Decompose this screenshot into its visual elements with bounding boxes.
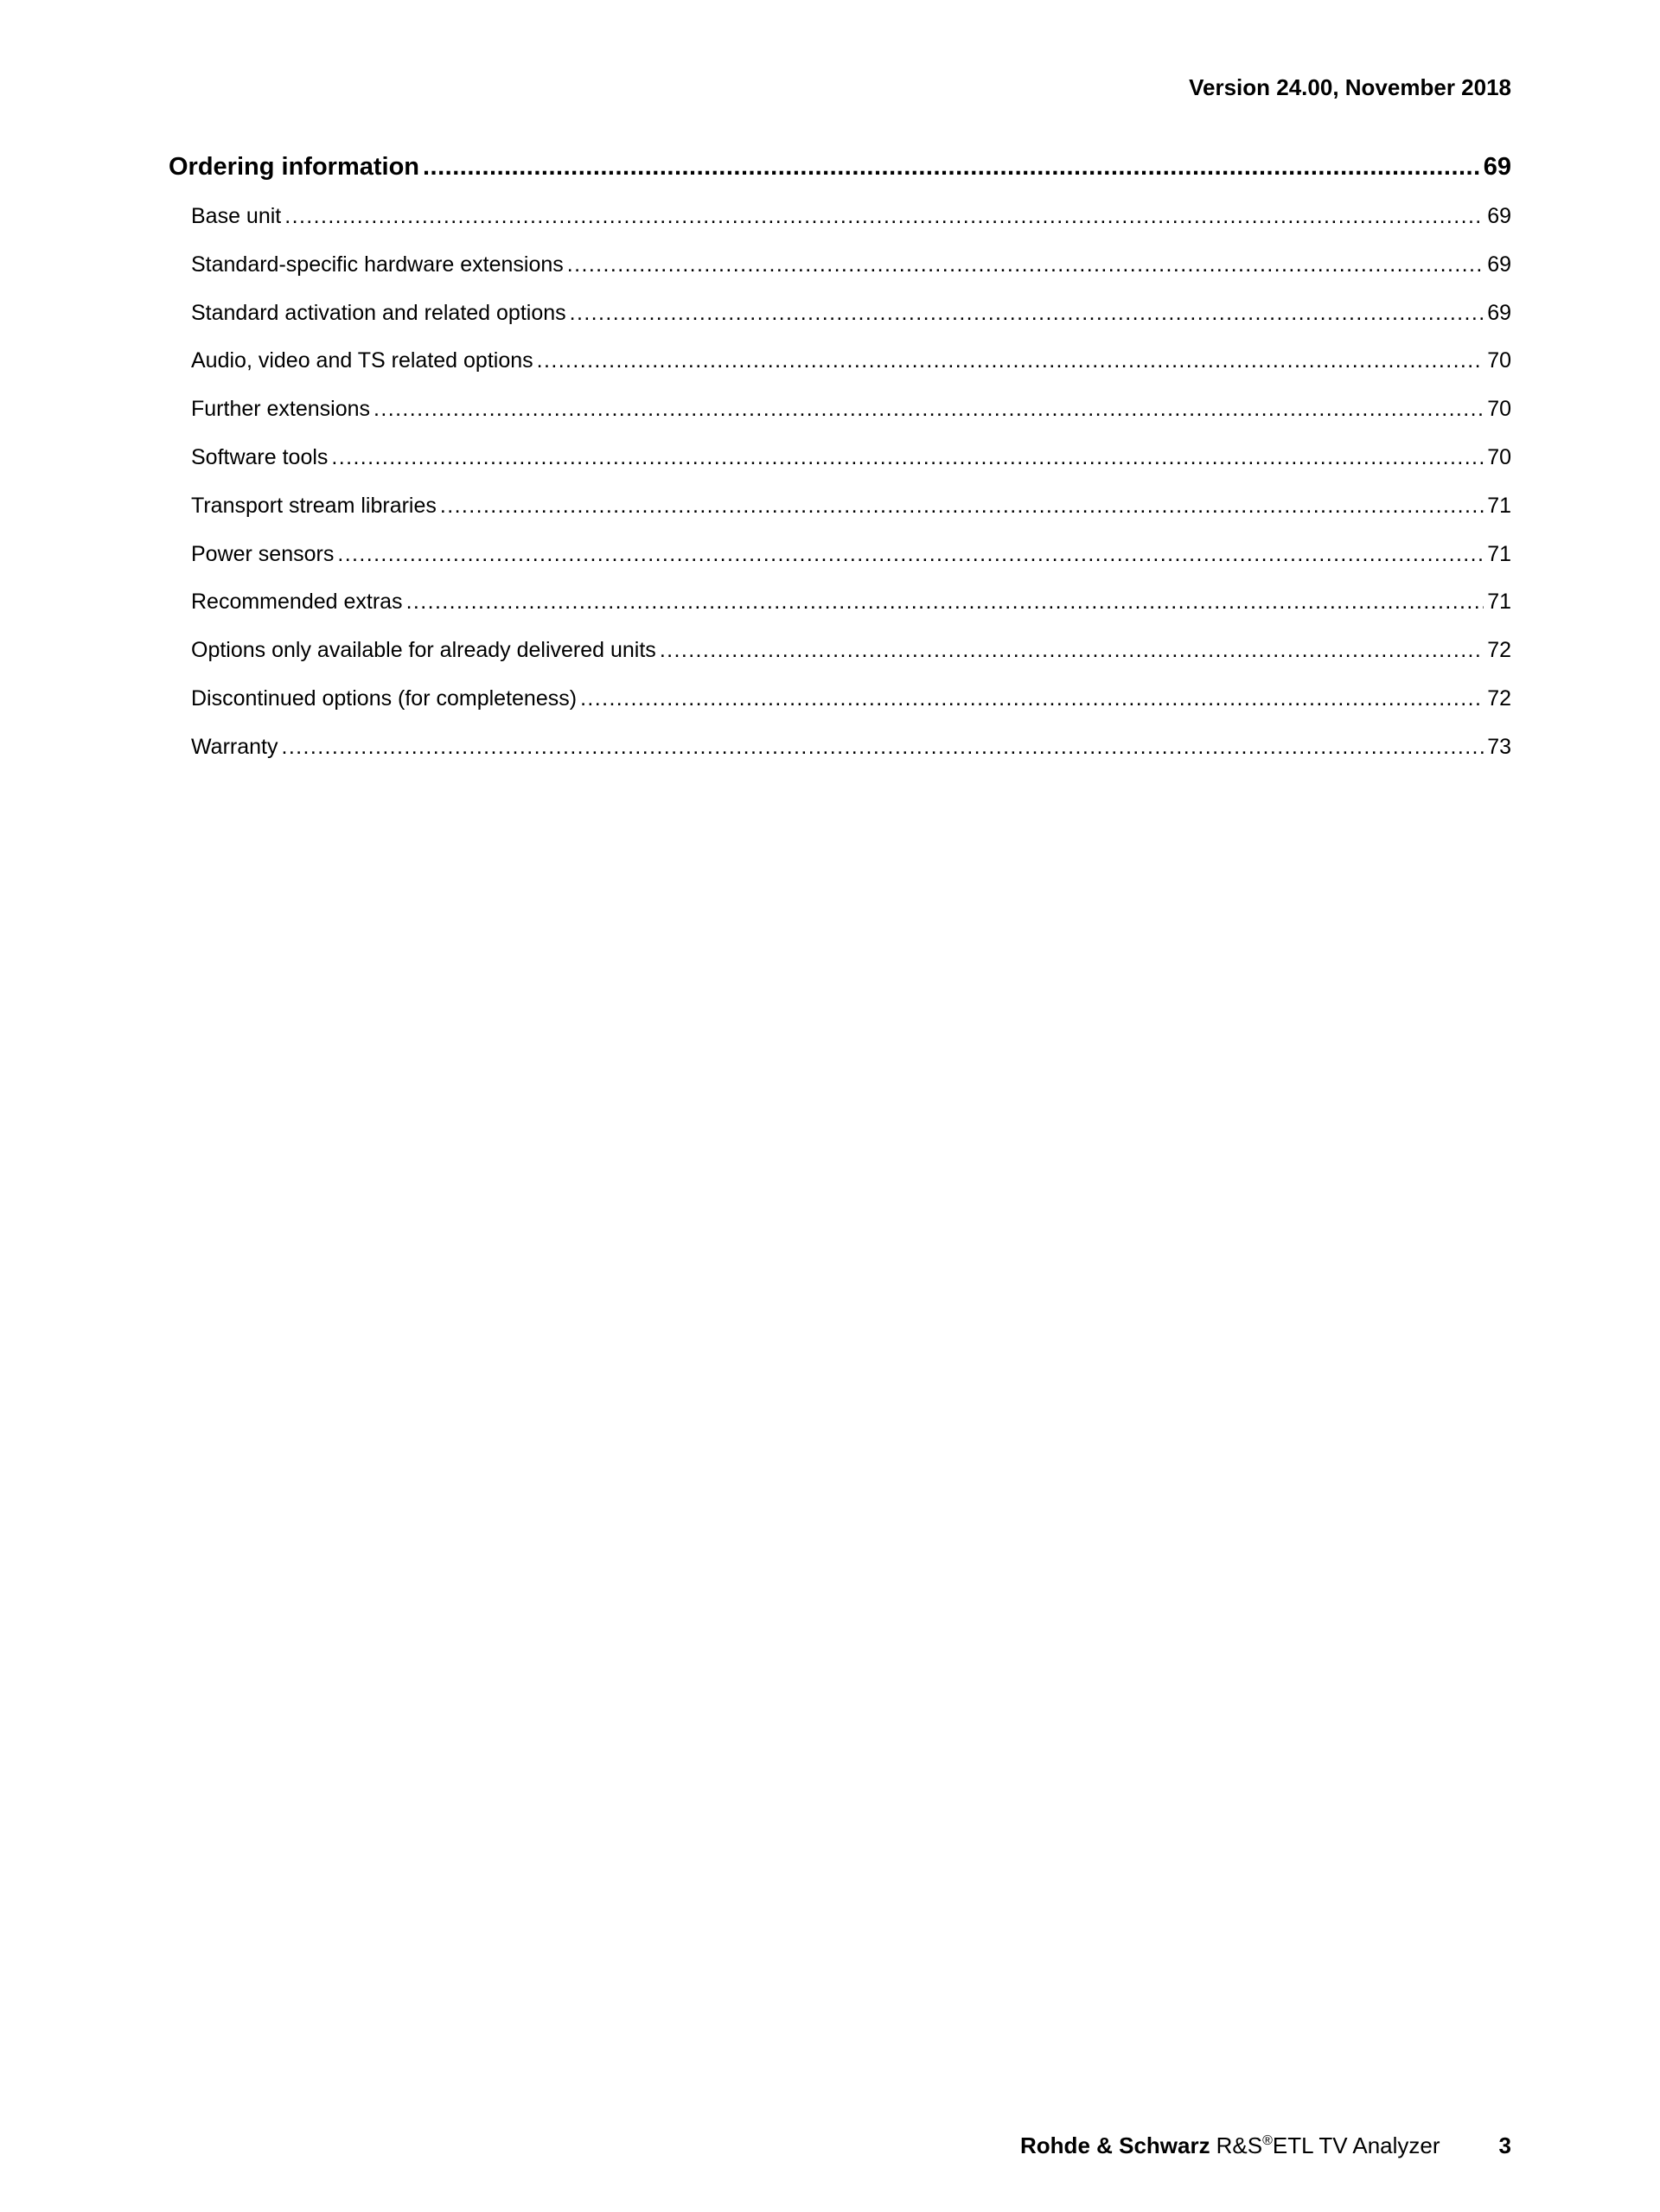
toc-dot-leader bbox=[337, 537, 1484, 571]
toc-entry-recommended-extras[interactable] bbox=[169, 584, 1511, 633]
toc-entry-page: 69 bbox=[1487, 300, 1511, 325]
page-footer bbox=[1020, 2131, 1511, 2160]
toc-dot-leader bbox=[331, 440, 1484, 475]
version-header: Version 24.00, November 2018 bbox=[1189, 74, 1511, 100]
toc-entry-page: 71 bbox=[1487, 493, 1511, 518]
toc-heading-title: Ordering information bbox=[169, 153, 419, 181]
footer-product-prefix: R&S bbox=[1216, 2132, 1263, 2158]
toc-entry-title: Recommended extras bbox=[191, 590, 403, 615]
toc-entry-title: Discontinued options (for completeness) bbox=[191, 685, 578, 711]
footer-product-name: ETL TV Analyzer bbox=[1272, 2132, 1440, 2158]
toc-entry-page: 69 bbox=[1487, 252, 1511, 277]
toc-dot-leader bbox=[284, 199, 1484, 233]
toc-entry-page: 70 bbox=[1487, 348, 1511, 373]
toc-entry-page: 73 bbox=[1487, 734, 1511, 759]
toc-entry-title: Power sensors bbox=[191, 541, 335, 566]
toc-dot-leader bbox=[374, 392, 1484, 426]
toc-entry-title: Options only available for already delivered units bbox=[191, 638, 656, 663]
footer-page-number: 3 bbox=[1498, 2132, 1511, 2158]
toc-entry-page: 72 bbox=[1487, 638, 1511, 663]
toc-dot-leader bbox=[570, 296, 1484, 330]
toc-entry-page: 72 bbox=[1487, 685, 1511, 711]
toc-entry-title: Software tools bbox=[191, 444, 329, 469]
toc-entry-title: Audio, video and TS related options bbox=[191, 348, 533, 373]
toc-entry-title: Base unit bbox=[191, 204, 282, 228]
toc-heading-ordering-information[interactable] bbox=[169, 149, 1511, 199]
toc-entry-page: 71 bbox=[1487, 590, 1511, 615]
toc-dot-leader bbox=[580, 681, 1484, 716]
toc-dot-leader bbox=[567, 247, 1484, 282]
toc-entry-title: Standard-specific hardware extensions bbox=[191, 252, 564, 277]
table-of-contents bbox=[169, 149, 1511, 778]
toc-entry-hardware-extensions[interactable] bbox=[169, 247, 1511, 296]
toc-entry-page: 71 bbox=[1487, 541, 1511, 566]
toc-dot-leader bbox=[537, 343, 1484, 378]
toc-entry-base-unit[interactable] bbox=[169, 199, 1511, 247]
toc-entry-software-tools[interactable] bbox=[169, 440, 1511, 488]
toc-entry-title: Transport stream libraries bbox=[191, 493, 437, 518]
toc-entry-discontinued-options[interactable] bbox=[169, 681, 1511, 730]
registered-mark: ® bbox=[1262, 2133, 1273, 2148]
toc-dot-leader bbox=[406, 584, 1484, 619]
toc-entry-further-extensions[interactable] bbox=[169, 392, 1511, 440]
toc-entry-title: Further extensions bbox=[191, 397, 371, 422]
toc-entry-options-delivered-units[interactable] bbox=[169, 633, 1511, 681]
footer-brand: Rohde & Schwarz bbox=[1020, 2132, 1210, 2158]
toc-dot-leader bbox=[423, 149, 1480, 185]
toc-dot-leader bbox=[440, 488, 1484, 523]
toc-entry-warranty[interactable] bbox=[169, 730, 1511, 778]
toc-entry-power-sensors[interactable] bbox=[169, 537, 1511, 585]
toc-entry-transport-stream-libraries[interactable] bbox=[169, 488, 1511, 537]
toc-dot-leader bbox=[281, 730, 1484, 764]
toc-entry-audio-video-ts[interactable] bbox=[169, 343, 1511, 392]
footer-product bbox=[1216, 2131, 1440, 2160]
toc-entry-title: Warranty bbox=[191, 734, 278, 759]
toc-entry-page: 69 bbox=[1487, 204, 1511, 228]
toc-dot-leader bbox=[660, 633, 1484, 667]
toc-entry-page: 70 bbox=[1487, 444, 1511, 469]
toc-heading-page: 69 bbox=[1483, 153, 1511, 181]
toc-entry-title: Standard activation and related options bbox=[191, 300, 566, 325]
toc-entry-page: 70 bbox=[1487, 397, 1511, 422]
toc-entry-standard-activation[interactable] bbox=[169, 296, 1511, 344]
